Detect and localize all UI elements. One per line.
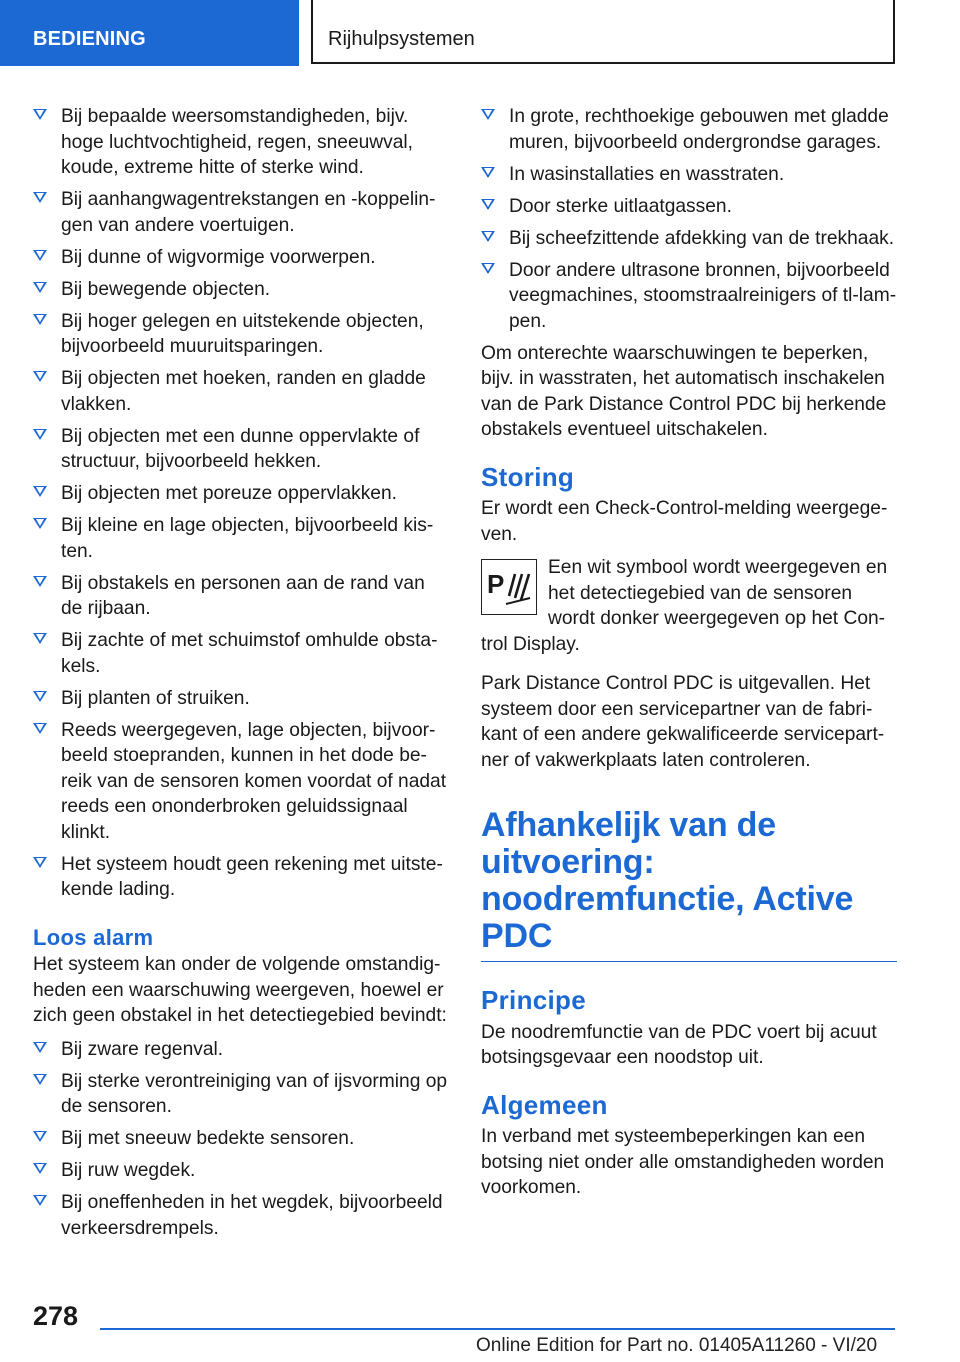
list-item: Door sterke uitlaatgassen. [481, 194, 897, 220]
triangle-bullet-icon [33, 486, 47, 497]
triangle-bullet-icon [33, 1042, 47, 1053]
triangle-bullet-icon [33, 429, 47, 440]
list-item: Bij scheefzittende afdekking van de trekhaak. [481, 226, 897, 252]
section-title: Afhankelijk van de uitvoering: noodremfunctie, Active PDC [481, 807, 897, 962]
triangle-bullet-icon [33, 109, 47, 120]
list-item: Bij planten of struiken. [33, 686, 451, 712]
list-item: Bij hoger gelegen en uitstekende objecten, bijvoorbeeld muuruitsparingen. [33, 309, 451, 360]
triangle-bullet-icon [33, 192, 47, 203]
triangle-bullet-icon [33, 1131, 47, 1142]
false-alarm-list-continued [481, 104, 897, 334]
symbol-paragraph [481, 555, 897, 657]
list-item: Bij bepaalde weersomstandigheden, bijv. hoge luchtvochtigheid, regen, sneeuwval, koude, extreme hitte of sterke wind. [33, 104, 451, 181]
triangle-bullet-icon [33, 633, 47, 644]
triangle-bullet-icon [33, 250, 47, 261]
false-alarm-heading: Loos alarm [33, 924, 154, 950]
triangle-bullet-icon [481, 109, 495, 120]
triangle-bullet-icon [481, 231, 495, 242]
list-item: In grote, rechthoekige gebouwen met gladde muren, bijvoorbeeld ondergrondse garages. [481, 104, 897, 155]
principle-text: De noodremfunctie van de PDC voert bij acuut botsingsgevaar een noodstop uit. [481, 1021, 877, 1068]
page-number: 278 [33, 1301, 79, 1331]
left-column [33, 104, 451, 1248]
list-item: Bij objecten met poreuze oppervlakken. [33, 481, 451, 507]
list-item: Bij zware regenval. [33, 1037, 451, 1063]
list-item: Bij obstakels en personen aan de rand van de rijbaan. [33, 571, 451, 622]
triangle-bullet-icon [481, 199, 495, 210]
triangle-bullet-icon [33, 314, 47, 325]
fault-heading: Storing [481, 461, 575, 492]
list-item: Het systeem houdt geen rekening met uitstekende lading. [33, 852, 451, 903]
triangle-bullet-icon [481, 263, 495, 274]
triangle-bullet-icon [33, 576, 47, 587]
list-item: Bij objecten met hoeken, randen en gladde vlakken. [33, 366, 451, 417]
pdc-fault-symbol-icon [481, 559, 537, 615]
svg-text:P: P [487, 569, 505, 599]
list-item: Bij bewegende objecten. [33, 277, 451, 303]
list-item: Bij oneffenheden in het wegdek, bijvoorbeeld verkeersdrempels. [33, 1190, 451, 1241]
triangle-bullet-icon [33, 857, 47, 868]
page-header [0, 0, 960, 66]
triangle-bullet-icon [33, 1163, 47, 1174]
general-text: In verband met systeembeperkingen kan een botsing niet onder alle omstandigheden worden voorkomen. [481, 1126, 885, 1198]
triangle-bullet-icon [33, 1195, 47, 1206]
footer-divider [100, 1328, 895, 1330]
list-item: Bij kleine en lage objecten, bijvoorbeeld kisten. [33, 513, 451, 564]
general-heading: Algemeen [481, 1089, 608, 1120]
list-item: Reeds weergegeven, lage objecten, bijvoorbeeld stoepranden, kunnen in het dode bereik van de sensoren komen voordat of nadat reeds een ononderbroken geluidssignaal klinkt. [33, 718, 451, 846]
false-alarm-text: Het systeem kan onder de volgende omstandigheden een waarschuwing weergeven, hoewel er zich geen obstakel in het detectiegebied bevindt: [33, 954, 447, 1026]
triangle-bullet-icon [33, 518, 47, 529]
right-column [481, 104, 897, 1209]
fault-text: Er wordt een Check-Control-melding weergegeven. [481, 498, 888, 545]
footer-edition: Online Edition for Part no. 01405A11260 - VI/20 [476, 1335, 878, 1356]
chapter-tab: Rijhulpsystemen [311, 0, 895, 64]
section-tab: BEDIENING [0, 0, 299, 66]
triangle-bullet-icon [33, 691, 47, 702]
list-item: Bij objecten met een dunne oppervlakte of structuur, bijvoorbeeld hekken. [33, 424, 451, 475]
list-item: Bij dunne of wigvormige voorwerpen. [33, 245, 451, 271]
paragraph: Om onterechte waarschuwingen te beperken, bijv. in wasstraten, het automatisch inschakelen van de Park Distance Control PDC bij herkende obstakels eventueel uitschakelen. [481, 342, 887, 440]
list-item: Bij aanhangwagentrekstangen en -koppelingen van andere voertuigen. [33, 187, 451, 238]
list-item: Bij sterke verontreiniging van of ijsvorming op de sensoren. [33, 1069, 451, 1120]
triangle-bullet-icon [481, 167, 495, 178]
list-item: In wasinstallaties en wasstraten. [481, 162, 897, 188]
limitations-list [33, 104, 451, 903]
triangle-bullet-icon [33, 282, 47, 293]
list-item: Door andere ultrasone bronnen, bijvoorbeeld veegmachines, stoomstraalreinigers of tl-lampen. [481, 258, 897, 335]
fault-text-2: Park Distance Control PDC is uitgevallen. Het systeem door een servicepartner van de fabrikant of een andere gekwalificeerde servicepartner of vakwerkplaats laten controleren. [481, 673, 885, 771]
triangle-bullet-icon [33, 371, 47, 382]
list-item: Bij ruw wegdek. [33, 1158, 451, 1184]
symbol-description: Een wit symbool wordt weergegeven en het detectiegebied van de sensoren wordt donker weergegeven op het Control Display. [481, 557, 888, 655]
list-item: Bij zachte of met schuimstof omhulde obstakels. [33, 628, 451, 679]
false-alarm-list [33, 1037, 451, 1242]
triangle-bullet-icon [33, 1074, 47, 1085]
list-item: Bij met sneeuw bedekte sensoren. [33, 1126, 451, 1152]
principle-heading: Principe [481, 985, 586, 1015]
triangle-bullet-icon [33, 723, 47, 734]
